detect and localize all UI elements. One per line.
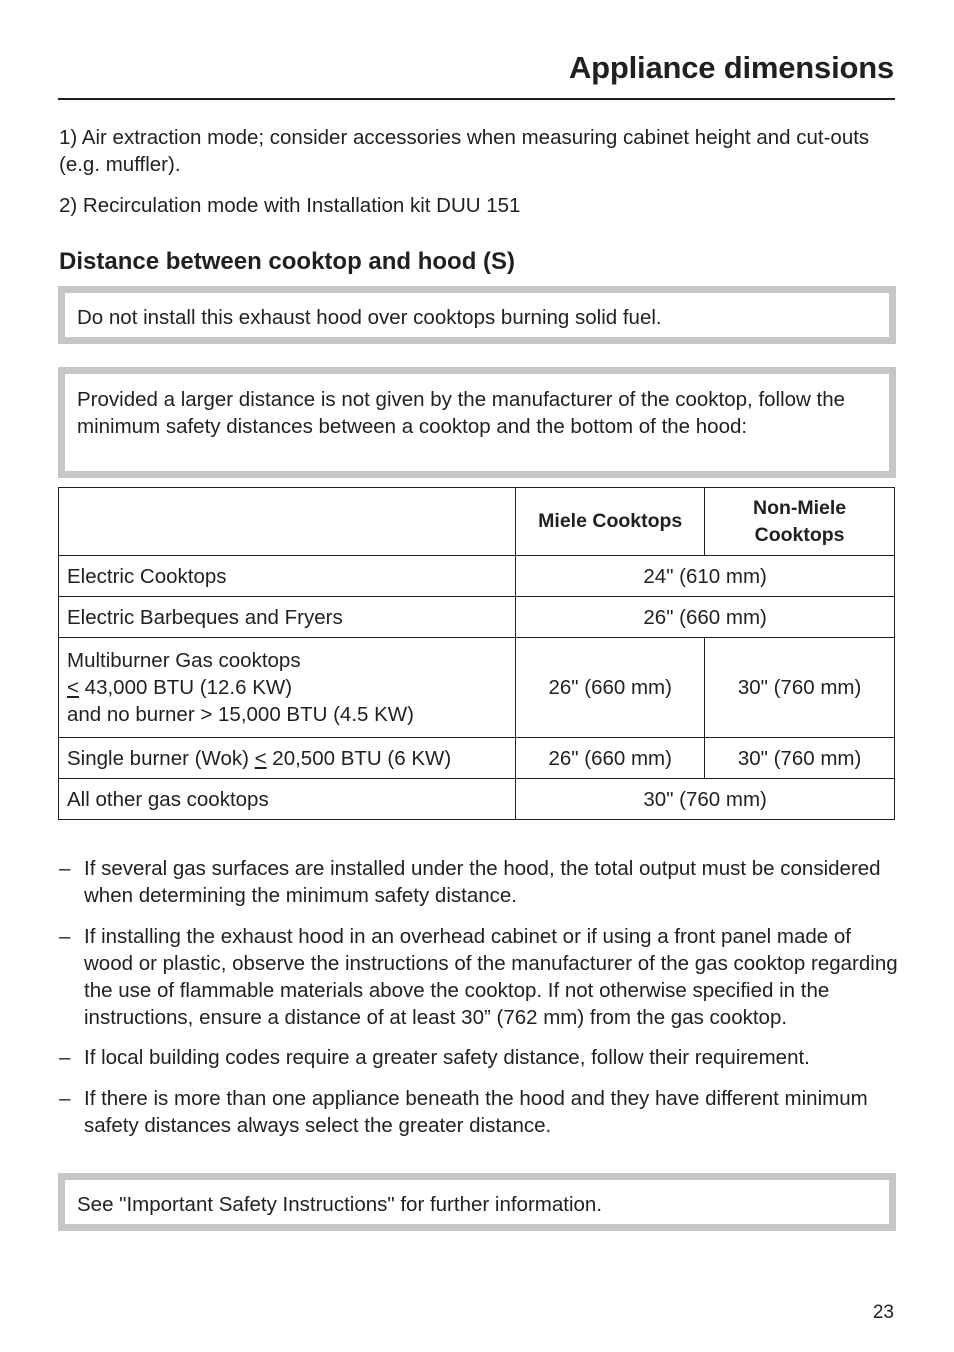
list-item — [59, 1085, 899, 1139]
cooktop-type-cell — [59, 638, 516, 738]
title-divider — [58, 98, 895, 100]
list-item-text: If there is more than one appliance beneath the hood and they have different minimum safety distances always select the greater distance. — [84, 1086, 868, 1137]
less-or-equal-symbol: < — [254, 746, 267, 770]
cooktop-type-text: Single burner (Wok) — [67, 746, 255, 770]
safety-instructions-notice-text: See "Important Safety Instructions" for further information. — [77, 1193, 603, 1216]
minimum-distance-notice-text: Provided a larger distance is not given by the manufacturer of the cooktop, follow the minimum safety distances between a cooktop and the bottom of the hood: — [77, 388, 846, 438]
list-item — [59, 855, 899, 909]
distance-cell: 24" (610 mm) — [516, 556, 895, 597]
safety-bullet-list — [59, 855, 899, 1152]
cooktop-type-text: 20,500 BTU (6 KW) — [266, 746, 452, 770]
cooktop-type-cell: Electric Barbeques and Fryers — [59, 597, 516, 638]
miele-distance-cell: 26" (660 mm) — [516, 638, 705, 738]
solid-fuel-warning-box — [58, 286, 896, 344]
list-item-text: If several gas surfaces are installed under the hood, the total output must be considered when determining the minimum safety distance. — [84, 857, 881, 907]
list-item — [59, 923, 899, 1031]
distance-cell: 26" (660 mm) — [516, 597, 895, 638]
minimum-distance-notice-box — [58, 367, 896, 478]
miele-distance-cell: 26" (660 mm) — [516, 738, 705, 779]
page-title: Appliance dimensions — [568, 50, 894, 85]
list-item — [59, 1044, 899, 1071]
less-or-equal-symbol: < — [67, 676, 79, 699]
table-row — [59, 738, 895, 779]
cooktop-type-cell — [59, 738, 516, 779]
cooktop-type-line — [67, 674, 507, 701]
dash-bullet: – — [59, 924, 71, 948]
table-row — [59, 638, 895, 738]
list-item-text: If installing the exhaust hood in an overhead cabinet or if using a front panel made of wood or plastic, observe the instructions of the manufacturer of the gas cooktop regarding the use of flammable materials above the cooktop. If not otherwise specified in the instructions, ensure a distance of at least 30” (762 mm) from the gas cooktop. — [84, 924, 898, 1029]
table-header-miele: Miele Cooktops — [516, 488, 705, 556]
footnote-1: 1) Air extraction mode; consider accessories when measuring cabinet height and cut-outs (e.g. muffler). — [59, 126, 870, 176]
non-miele-distance-cell: 30" (760 mm) — [705, 638, 895, 738]
dash-bullet: – — [59, 1086, 71, 1110]
table-row — [59, 597, 895, 638]
cooktop-type-line: and no burner > 15,000 BTU (4.5 KW) — [67, 703, 414, 726]
table-row — [59, 556, 895, 597]
cooktop-type-cell: All other gas cooktops — [59, 779, 516, 820]
dash-bullet: – — [59, 857, 71, 880]
safety-instructions-notice-box — [58, 1173, 896, 1231]
table-header-empty — [59, 488, 516, 556]
cooktop-type-line-text: 43,000 BTU (12.6 KW) — [78, 676, 293, 699]
page-number: 23 — [872, 1302, 894, 1323]
section-heading: Distance between cooktop and hood (S) — [59, 248, 516, 275]
solid-fuel-warning-text: Do not install this exhaust hood over cooktops burning solid fuel. — [77, 306, 662, 329]
non-miele-distance-cell: 30" (760 mm) — [705, 738, 895, 779]
footnote-2: 2) Recirculation mode with Installation kit DUU 151 — [59, 194, 521, 217]
safety-distance-table — [58, 487, 895, 820]
cooktop-type-line: Multiburner Gas cooktops — [67, 649, 301, 672]
table-row — [59, 779, 895, 820]
table-header-row — [59, 488, 895, 556]
dash-bullet: – — [59, 1046, 71, 1069]
list-item-text: If local building codes require a greater safety distance, follow their requirement. — [84, 1046, 810, 1069]
distance-cell: 30" (760 mm) — [516, 779, 895, 820]
cooktop-type-cell: Electric Cooktops — [59, 556, 516, 597]
table-header-non-miele: Non-Miele Cooktops — [705, 488, 895, 556]
